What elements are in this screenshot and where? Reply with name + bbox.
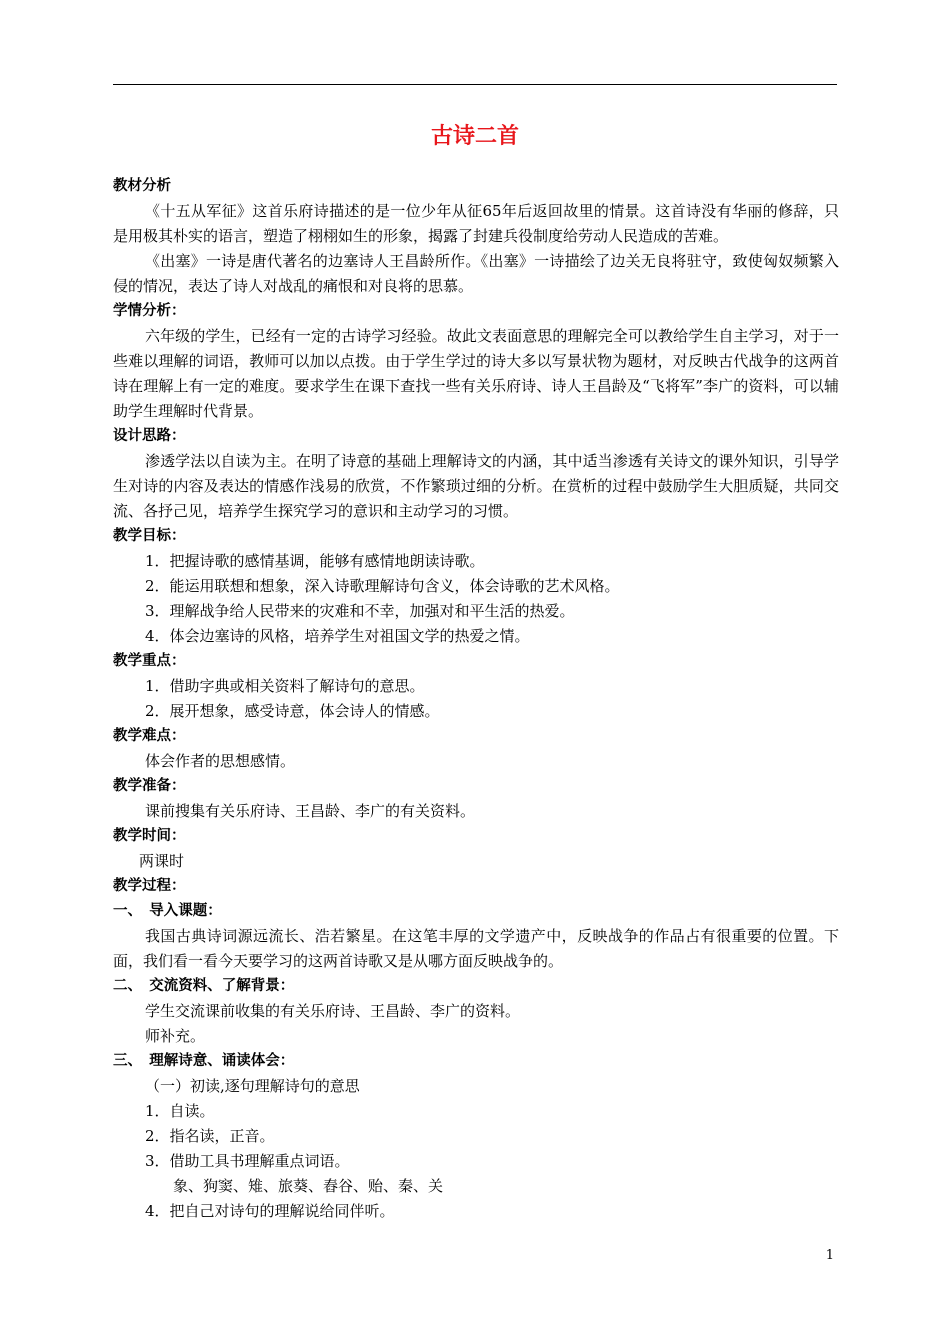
section-heading: 教材分析: [113, 178, 171, 194]
paragraph: 课前搜集有关乐府诗、王昌龄、李广的有关资料。: [145, 802, 476, 820]
paragraph: 六年级的学生，已经有一定的古诗学习经验。故此文表面意思的理解完全可以教给学生自主学习，对于一些难以理解的词语，教师可以加以点拨。由于学生学过的诗大多以写景状物为题材，对反映古代战争的这两首诗在理解上有一定的难度。要求学生在课下查找一些有关乐府诗、诗人王昌龄及“飞将军”李广的资料，可以辅助学生理解时代背景。: [113, 327, 839, 420]
paragraph: 《出塞》一诗是唐代著名的边塞诗人王昌龄所作。《出塞》一诗描绘了边关无良将驻守，致使匈奴频繁入侵的情况，表达了诗人对战乱的痛恨和对良将的思慕。: [113, 252, 839, 295]
list-item: 3．借助工具书理解重点词语。: [145, 1152, 350, 1170]
step-heading: 三、 理解诗意、诵读体会：: [113, 1053, 295, 1069]
document-body: [113, 174, 839, 1224]
list-item: 4．把自己对诗句的理解说给同伴听。: [145, 1202, 395, 1220]
step-heading: 二、 交流资料、了解背景：: [113, 978, 295, 994]
paragraph: 两课时: [139, 852, 185, 870]
paragraph: 师补充。: [145, 1027, 206, 1045]
list-item: 1．借助字典或相关资料了解诗句的意思。: [145, 677, 425, 695]
list-item: 2．展开想象，感受诗意，体会诗人的情感。: [145, 702, 440, 720]
list-item: 2．能运用联想和想象，深入诗歌理解诗句含义，体会诗歌的艺术风格。: [145, 577, 620, 595]
section-heading: 教学重点：: [113, 653, 186, 669]
page-number: 1: [825, 1248, 834, 1263]
paragraph: 学生交流课前收集的有关乐府诗、王昌龄、李广的资料。: [145, 1002, 521, 1020]
section-heading: 教学目标：: [113, 528, 186, 544]
section-heading: 教学准备：: [113, 778, 186, 794]
vocabulary-list: 象、狗窦、雉、旅葵、舂谷、贻、秦、关: [173, 1177, 444, 1195]
page-title: 古诗二首: [430, 124, 519, 149]
section-heading: 教学过程：: [113, 878, 186, 894]
section-heading: 教学时间：: [113, 828, 186, 844]
section-heading: 设计思路：: [113, 428, 186, 444]
list-item: 1．把握诗歌的感情基调，能够有感情地朗读诗歌。: [145, 552, 485, 570]
paragraph: 渗透学法以自读为主。在明了诗意的基础上理解诗文的内涵，其中适当渗透有关诗文的课外知识，引导学生对诗的内容及表达的情感作浅易的欣赏，不作繁琐过细的分析。在赏析的过程中鼓励学生大胆质疑，共同交流、各抒己见，培养学生探究学习的意识和主动学习的习惯。: [113, 452, 839, 520]
step-heading: 一、 导入课题：: [113, 903, 222, 919]
header-rule: [113, 84, 837, 85]
list-item: 1．自读。: [145, 1102, 215, 1120]
sub-heading: （一）初读,逐句理解诗句的意思: [145, 1077, 360, 1095]
paragraph: 我国古典诗词源远流长、浩若繁星。在这笔丰厚的文学遗产中，反映战争的作品占有很重要的位置。下面，我们看一看今天要学习的这两首诗歌又是从哪方面反映战争的。: [113, 927, 839, 970]
list-item: 2．指名读，正音。: [145, 1127, 275, 1145]
section-heading: 学情分析：: [113, 303, 186, 319]
list-item: 3．理解战争给人民带来的灾难和不幸，加强对和平生活的热爱。: [145, 602, 575, 620]
paragraph: 《十五从军征》这首乐府诗描述的是一位少年从征65年后返回故里的情景。这首诗没有华丽的修辞，只是用极其朴实的语言，塑造了栩栩如生的形象，揭露了封建兵役制度给劳动人民造成的苦难。: [113, 202, 839, 245]
list-item: 4．体会边塞诗的风格，培养学生对祖国文学的热爱之情。: [145, 627, 530, 645]
paragraph: 体会作者的思想感情。: [145, 752, 296, 770]
section-heading: 教学难点：: [113, 728, 186, 744]
